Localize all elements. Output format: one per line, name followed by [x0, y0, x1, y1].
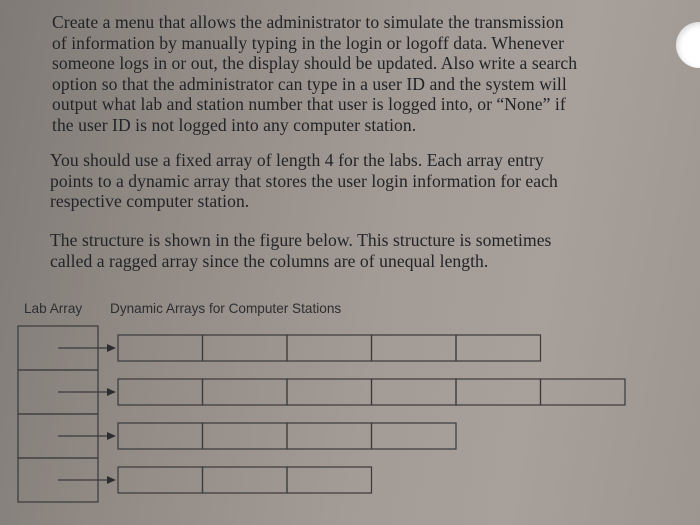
pointer-arrowhead — [107, 388, 116, 396]
station-cell — [203, 335, 288, 361]
text-line: The structure is shown in the figure below. This structure is sometimes — [50, 230, 552, 250]
station-cell — [456, 379, 541, 405]
station-cell — [118, 379, 203, 405]
text-line: option so that the administrator can type in a user ID and the system will — [52, 73, 567, 94]
station-cell — [203, 379, 288, 405]
station-cell — [118, 423, 203, 449]
station-cell — [203, 467, 288, 493]
lab-array-label: Lab Array — [24, 301, 83, 316]
station-cell — [287, 467, 372, 493]
text-line: respective computer station. — [50, 191, 250, 211]
station-cell — [456, 335, 541, 361]
station-cell — [372, 335, 457, 361]
text-line: points to a dynamic array that stores the user login information for each — [50, 170, 558, 191]
station-cell — [287, 379, 372, 405]
station-cell — [541, 379, 626, 405]
text-line: called a ragged array since the columns are of unequal length. — [50, 250, 489, 271]
pointer-arrowhead — [107, 344, 116, 352]
dynamic-arrays-label: Dynamic Arrays for Computer Stations — [110, 301, 342, 316]
station-cell — [372, 379, 457, 405]
station-cell — [372, 423, 457, 449]
station-cell — [287, 423, 372, 449]
station-cell — [118, 335, 203, 361]
text-line: Create a menu that allows the administrator to simulate the transmission — [52, 12, 564, 32]
station-cell — [203, 423, 288, 449]
pointer-arrowhead — [107, 476, 116, 484]
station-cell — [118, 467, 203, 493]
station-cell — [287, 335, 372, 361]
pointer-arrowhead — [107, 432, 116, 440]
text-line: the user ID is not logged into any computer station. — [52, 114, 417, 135]
text-line: someone logs in or out, the display should be updated. Also write a search — [52, 53, 578, 73]
text-line: output what lab and station number that user is logged into, or “None” if — [52, 94, 566, 114]
text-line: of information by manually typing in the login or logoff data. Whenever — [52, 32, 565, 53]
text-line: You should use a fixed array of length 4 for the labs. Each array entry — [50, 150, 544, 170]
